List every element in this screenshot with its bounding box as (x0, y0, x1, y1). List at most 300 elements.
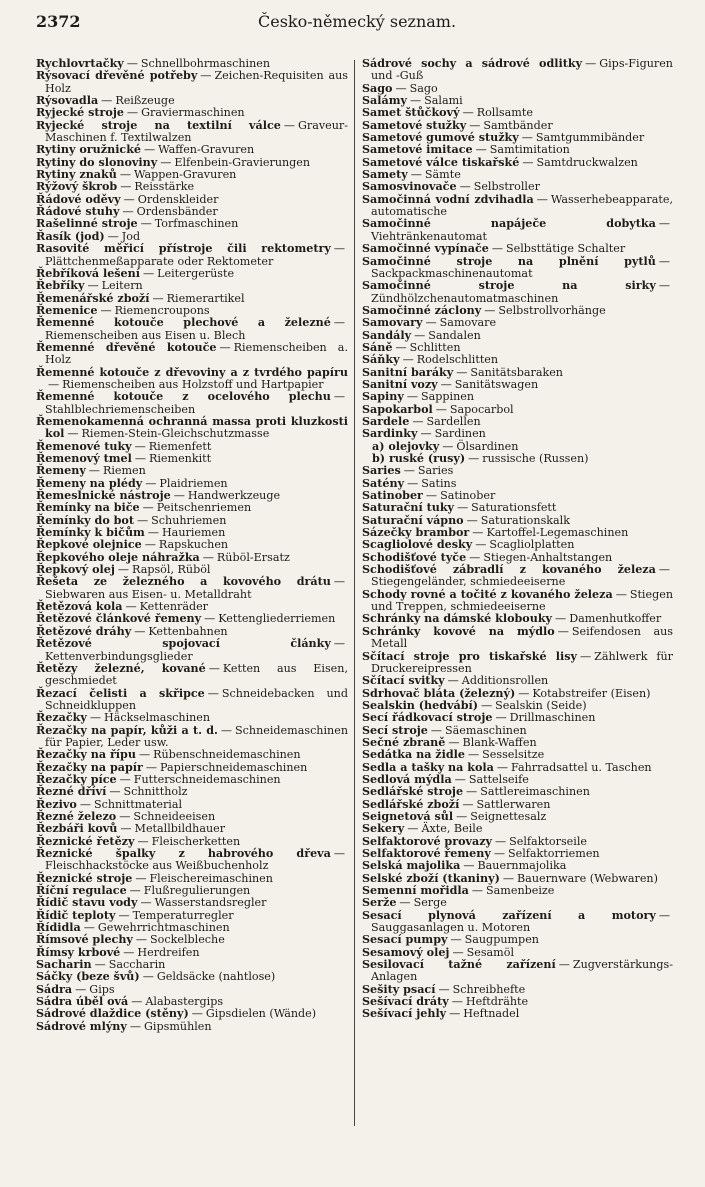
german-term: Ketten aus Eisen, geschmiedet (45, 661, 348, 688)
em-dash-separator: — (138, 748, 151, 762)
czech-term: Řemenné kotouče plechové a železné (36, 316, 331, 330)
czech-term: Řezačky na řípu (36, 748, 136, 762)
czech-term: Sdrhovač bláta (železný) (362, 686, 516, 700)
em-dash-separator: — (459, 180, 471, 194)
czech-term: Řádové oděvy (36, 192, 121, 206)
czech-term: Rýžový škrob (36, 180, 118, 194)
czech-term: Řezbáři kovů (36, 822, 118, 836)
german-term: Selfaktorriemen (507, 847, 600, 860)
german-term: Flußregulierungen (143, 884, 251, 898)
czech-term: Samovary (362, 316, 423, 330)
czech-term: Salámy (362, 94, 407, 108)
em-dash-separator: — (117, 563, 130, 577)
czech-term: Sametové válce tiskařské (362, 155, 520, 169)
em-dash-separator: — (134, 452, 146, 465)
dictionary-entry (36, 1021, 348, 1033)
em-dash-separator: — (475, 143, 487, 157)
german-term: Sanitätsbaraken (470, 365, 563, 379)
czech-term: Řemenové tuky (36, 439, 132, 453)
czech-term: Řebříková lešení (36, 266, 140, 280)
em-dash-separator: — (615, 587, 627, 601)
column-divider (354, 60, 355, 1126)
em-dash-separator: — (435, 402, 447, 416)
czech-term: Sázečky brambor (362, 526, 470, 540)
german-term: Samtimitation (489, 143, 570, 157)
czech-term: Řemenový tmel (36, 452, 132, 465)
german-term: russische (Russen) (482, 452, 589, 465)
german-term: Gewehrrichtmaschinen (97, 921, 230, 935)
german-term: Schlitten (409, 340, 461, 354)
dictionary-entry (36, 70, 348, 95)
czech-term: Řetězové dráhy (36, 624, 132, 638)
german-term: Alabastergips (145, 995, 224, 1009)
german-term: Selbstroller (473, 180, 540, 194)
running-title: Česko-německý seznam. (258, 12, 457, 31)
german-term: Heftdrähte (465, 995, 529, 1009)
dictionary-entry (36, 725, 348, 750)
czech-term: Sedátka na židle (362, 748, 465, 762)
em-dash-separator: — (173, 489, 185, 503)
czech-term: Řemínky do bot (36, 513, 135, 527)
czech-term: Saries (362, 464, 401, 478)
german-term: Kettengliederriemen (218, 612, 336, 626)
em-dash-separator: — (658, 279, 670, 293)
dictionary-entry (362, 58, 673, 83)
czech-term: Říční regulace (36, 884, 127, 898)
em-dash-separator: — (522, 155, 534, 169)
em-dash-separator: — (407, 476, 419, 490)
em-dash-separator: — (120, 822, 132, 836)
czech-term: Řebříky (36, 279, 85, 293)
czech-term: Řepkového oleje náhražka (36, 550, 200, 564)
german-term: Schuhriemen (151, 513, 227, 527)
em-dash-separator: — (134, 439, 146, 453)
czech-term: Semenní mořidla (362, 884, 469, 898)
czech-term: Schody rovné a točité z kovaného železa (362, 587, 613, 601)
german-term: Leitern (101, 279, 143, 293)
em-dash-separator: — (219, 340, 231, 354)
em-dash-separator: — (496, 760, 508, 774)
em-dash-separator: — (87, 279, 99, 293)
german-term: Saccharin (108, 958, 166, 972)
em-dash-separator: — (118, 908, 130, 922)
czech-term: Sešity psací (362, 982, 436, 996)
czech-term: Rytiny oružnické (36, 143, 142, 157)
czech-term: Sardele (362, 414, 410, 428)
czech-term: Řemeny na plédy (36, 476, 143, 490)
em-dash-separator: — (468, 452, 480, 465)
dictionary-entry (36, 786, 348, 798)
em-dash-separator: — (475, 538, 487, 552)
german-term: Sago (409, 81, 438, 95)
german-term: Riemenscheiben a. Holz (45, 340, 348, 367)
em-dash-separator: — (658, 908, 670, 922)
german-term: Drillmaschinen (509, 711, 596, 725)
german-term: Futterschneidemaschinen (133, 772, 281, 786)
czech-term: Rytiny znaků (36, 168, 117, 182)
czech-term: Řetězové spojovací články (36, 637, 331, 651)
em-dash-separator: — (142, 970, 154, 984)
page-header (36, 12, 685, 34)
em-dash-separator: — (137, 513, 149, 527)
czech-term: Ryjecké stroje (36, 106, 124, 120)
em-dash-separator: — (407, 822, 419, 836)
czech-term: b) ruské (rusy) (372, 452, 466, 465)
czech-term: Samočinné napáječe dobytka (362, 217, 656, 231)
czech-term: Sčítací stroje pro tiskařské lisy (362, 649, 578, 663)
dictionary-entry (36, 342, 348, 367)
czech-term: Sedla a tašky na kola (362, 760, 494, 774)
german-term: Gipsmühlen (144, 1019, 212, 1033)
dictionary-entry (36, 576, 348, 601)
czech-term: Satény (362, 476, 405, 490)
em-dash-separator: — (94, 958, 106, 972)
dictionary-entry (36, 416, 348, 441)
german-term: Bauernware (Webwaren) (516, 871, 658, 885)
german-term: Selbstrollvorhänge (498, 303, 606, 317)
em-dash-separator: — (220, 723, 233, 737)
dictionary-entry (362, 589, 673, 614)
czech-term: Secí stroje (362, 723, 428, 737)
german-term: Gips-Figuren und -Guß (371, 57, 673, 83)
czech-term: Rytiny do slonoviny (36, 155, 158, 169)
em-dash-separator: — (414, 328, 426, 342)
dictionary-entry (362, 626, 673, 651)
czech-term: Řeznické řetězy (36, 834, 135, 848)
em-dash-separator: — (449, 1007, 461, 1021)
german-term: Plaidriemen (159, 476, 228, 490)
czech-term: Řepkový olej (36, 563, 115, 577)
german-term: Schnittholz (123, 785, 188, 799)
em-dash-separator: — (580, 649, 592, 663)
german-term: Kettenräder (139, 600, 209, 614)
german-term: Sardinen (434, 427, 486, 441)
czech-term: Selská majolika (362, 859, 461, 873)
czech-term: Řemenné kotouče z dřevoviny a z tvrdého papíru (36, 365, 348, 379)
czech-term: Sesací pumpy (362, 933, 448, 947)
czech-term: Schránky na dámské klobouky (362, 612, 553, 626)
czech-term: Sádrové mlýny (36, 1019, 127, 1033)
em-dash-separator: — (457, 501, 469, 515)
czech-term: Řešeta ze železného a kovového drátu (36, 575, 331, 589)
em-dash-separator: — (518, 686, 530, 700)
czech-term: Řezačky na papír (36, 760, 143, 774)
czech-term: Rašelinné stroje (36, 217, 138, 231)
german-term: Damenhutkoffer (569, 612, 662, 626)
em-dash-separator: — (144, 538, 156, 552)
german-term: Schneidemaschinen für Papier, Leder usw. (45, 723, 348, 749)
czech-term: Samety (362, 168, 408, 182)
em-dash-separator: — (491, 242, 503, 256)
dictionary-entry (362, 564, 673, 589)
czech-term: Samočinné záclony (362, 303, 482, 317)
german-term: Fleischereimaschinen (149, 871, 273, 885)
czech-term: Řezačky (36, 711, 87, 725)
em-dash-separator: — (333, 390, 345, 404)
czech-term: Sandály (362, 328, 412, 342)
em-dash-separator: — (409, 94, 422, 108)
german-term: Samtbänder (483, 118, 553, 132)
czech-term: Rasovité měřicí přístroje čili rektometry (36, 242, 331, 256)
czech-term: Řídič teploty (36, 908, 116, 922)
german-term: Schnellbohrmaschinen (140, 57, 271, 70)
em-dash-separator: — (420, 427, 432, 441)
german-term: Ordensbänder (136, 205, 218, 219)
em-dash-separator: — (333, 637, 345, 651)
em-dash-separator: — (450, 933, 462, 947)
czech-term: Sáně (362, 340, 393, 354)
dictionary-entry (36, 243, 348, 268)
german-term: Heftnadel (463, 1007, 520, 1021)
czech-term: Schránky kovové na mýdlo (362, 624, 555, 638)
em-dash-separator: — (122, 205, 134, 219)
czech-term: Řetězová kola (36, 600, 123, 614)
czech-term: Sealskin (hedvábí) (362, 698, 479, 712)
em-dash-separator: — (75, 982, 87, 996)
german-term: Siebwaren aus Eisen- u. Metalldraht (45, 587, 252, 601)
german-term: Temperaturregler (132, 908, 234, 922)
czech-term: Řídič stavu vody (36, 896, 138, 910)
german-term: Saturationsfett (471, 501, 557, 515)
em-dash-separator: — (469, 118, 481, 132)
german-term: Riemenkitt (148, 452, 212, 465)
em-dash-separator: — (119, 168, 131, 182)
german-term: Sockelbleche (150, 933, 225, 947)
dictionary-entry (362, 910, 673, 935)
german-term: Kettenverbindungsglieder (45, 649, 193, 663)
em-dash-separator: — (119, 772, 131, 786)
czech-term: Samet štůčkový (362, 106, 460, 120)
czech-term: Sešívací dráty (362, 995, 449, 1009)
em-dash-separator: — (333, 242, 345, 256)
czech-term: Sčítací svitky (362, 674, 445, 688)
german-term: Hauriemen (161, 526, 226, 540)
german-term: Riemerartikel (166, 291, 245, 305)
em-dash-separator: — (131, 995, 143, 1009)
german-term: Sesamöl (466, 945, 515, 959)
em-dash-separator: — (208, 661, 220, 675)
czech-term: Rychlovrtačky (36, 57, 124, 70)
czech-term: Řemenné kotouče z ocelového plechu (36, 390, 331, 404)
czech-term: Sametové gumové stužky (362, 131, 519, 145)
page-number: 2372 (36, 12, 81, 31)
em-dash-separator: — (126, 106, 139, 120)
em-dash-separator: — (536, 192, 548, 206)
em-dash-separator: — (462, 797, 474, 811)
em-dash-separator: — (425, 489, 438, 503)
czech-term: Sádrové sochy a sádrové odlitky (362, 57, 583, 70)
em-dash-separator: — (144, 143, 156, 157)
czech-term: Sečné zbraně (362, 735, 446, 749)
dictionary-entry (36, 663, 348, 688)
german-term: Sackpackmaschinenautomat (371, 266, 533, 280)
czech-term: Řezné dříví (36, 785, 107, 799)
dictionary-entry (362, 280, 673, 305)
german-term: Schnittmaterial (93, 797, 183, 811)
german-term: Riemenscheiben aus Eisen u. Blech (45, 328, 246, 342)
german-term: Sardellen (426, 414, 481, 428)
dictionary-entry (36, 971, 348, 983)
em-dash-separator: — (83, 921, 95, 935)
em-dash-separator: — (466, 785, 478, 799)
em-dash-separator: — (135, 871, 147, 885)
em-dash-separator: — (521, 131, 533, 145)
czech-term: Sešívací jehly (362, 1007, 447, 1021)
em-dash-separator: — (447, 674, 459, 688)
czech-term: Sádra úběl ová (36, 995, 129, 1009)
em-dash-separator: — (558, 958, 570, 972)
em-dash-separator: — (88, 464, 100, 478)
em-dash-separator: — (402, 353, 414, 367)
czech-term: Řemeslnické nástroje (36, 489, 171, 503)
czech-term: Řezací čelisti a skřipce (36, 686, 205, 700)
czech-term: Sardinky (362, 427, 418, 441)
german-term: Sanitätswagen (454, 377, 539, 391)
czech-term: a) olejovky (372, 439, 440, 453)
em-dash-separator: — (469, 550, 481, 564)
german-term: Sealskin (Seide) (495, 698, 587, 712)
german-term: Sappinen (421, 390, 475, 404)
czech-term: Sekery (362, 822, 405, 836)
dictionary-entry (36, 638, 348, 663)
em-dash-separator: — (454, 772, 466, 786)
german-term: Waffen-Gravuren (158, 143, 255, 157)
em-dash-separator: — (140, 896, 152, 910)
german-term: Bauernmajolika (477, 859, 567, 873)
em-dash-separator: — (160, 155, 172, 169)
dictionary-entry (362, 651, 673, 676)
em-dash-separator: — (555, 612, 567, 626)
em-dash-separator: — (395, 81, 407, 95)
czech-term: Sedlářské zboží (362, 797, 460, 811)
german-term: Peitschenriemen (156, 501, 252, 515)
em-dash-separator: — (100, 303, 112, 317)
german-term: Samtdruckwalzen (536, 155, 638, 169)
german-term: Plättchenmeßapparate oder Rektometer (45, 254, 274, 268)
german-term: Sauggasanlagen u. Motoren (371, 921, 531, 935)
em-dash-separator: — (493, 847, 505, 860)
dictionary-entry (362, 1008, 673, 1020)
czech-term: Řezivo (36, 797, 77, 811)
czech-term: Selfaktorové provazy (362, 834, 492, 848)
german-term: Papierschneidemaschinen (159, 760, 308, 774)
czech-term: Sago (362, 81, 393, 95)
german-term: Scagliolplatten (489, 538, 575, 552)
em-dash-separator: — (467, 748, 480, 762)
german-term: Zählwerk für Druckereipressen (371, 649, 673, 675)
german-term: Salami (424, 94, 463, 108)
czech-term: Sádrové dlaždice (stěny) (36, 1007, 189, 1021)
em-dash-separator: — (67, 427, 79, 441)
em-dash-separator: — (425, 316, 437, 330)
dictionary-entry (36, 120, 348, 145)
czech-term: Selfaktorové řemeny (362, 847, 491, 860)
left-column (36, 58, 348, 1033)
em-dash-separator: — (399, 896, 411, 910)
em-dash-separator: — (456, 809, 468, 823)
german-term: Reißzeuge (115, 94, 175, 108)
german-term: Elfenbein-Gravierungen (174, 155, 311, 169)
german-term: Riemen (102, 464, 146, 478)
em-dash-separator: — (451, 995, 463, 1009)
em-dash-separator: — (472, 526, 484, 540)
czech-term: Satinober (362, 489, 423, 503)
em-dash-separator: — (557, 624, 569, 638)
czech-term: Sesací plynová zařízení a motory (362, 908, 656, 922)
german-term: Samenbeize (486, 884, 555, 898)
czech-term: Samočinné stroje na plnění pytlů (362, 254, 656, 268)
german-term: Gips (89, 982, 115, 996)
em-dash-separator: — (466, 513, 478, 527)
german-term: Reisstärke (134, 180, 195, 194)
dictionary-entry (362, 959, 673, 984)
german-term: Satins (421, 476, 457, 490)
german-term: Herdreifen (137, 945, 200, 959)
german-term: Rapskuchen (158, 538, 229, 552)
german-term: Saturationskalk (480, 513, 570, 527)
czech-term: Řeznické stroje (36, 871, 133, 885)
czech-term: Rýsovadla (36, 94, 99, 108)
czech-term: Řetězové článkové řemeny (36, 612, 202, 626)
dictionary-entry (36, 688, 348, 713)
german-term: Satinober (440, 489, 496, 503)
german-term: Kartoffel-Legemaschinen (486, 526, 629, 540)
em-dash-separator: — (142, 266, 155, 280)
em-dash-separator: — (658, 563, 670, 577)
german-term: Seifendosen aus Metall (371, 624, 673, 651)
em-dash-separator: — (481, 698, 493, 712)
german-term: Metallbildhauer (134, 822, 226, 836)
em-dash-separator: — (152, 291, 164, 305)
em-dash-separator: — (101, 94, 113, 108)
czech-term: Řemenice (36, 303, 98, 317)
german-term: Stiegengeländer, schmiedeeiserne (371, 575, 566, 589)
em-dash-separator: — (89, 711, 102, 725)
em-dash-separator: — (123, 192, 135, 206)
dictionary-entry (362, 256, 673, 281)
czech-term: Samosvinovače (362, 180, 457, 194)
czech-term: Řeznické špalky z habrového dřeva (36, 847, 331, 860)
em-dash-separator: — (137, 834, 149, 848)
german-term: Riemen-Stein-Gleichschutzmasse (81, 427, 270, 441)
czech-term: Sádra (36, 982, 73, 996)
german-term: Fleischerketten (151, 834, 241, 848)
em-dash-separator: — (658, 217, 670, 231)
german-term: Sattlerwaren (476, 797, 551, 811)
czech-term: Řemínky k bičům (36, 526, 145, 540)
german-term: Stiegen und Treppen, schmiedeeiserne (371, 587, 673, 614)
em-dash-separator: — (502, 871, 514, 885)
czech-term: Saturační tuky (362, 501, 455, 515)
czech-term: Seignetová sůl (362, 809, 454, 823)
czech-term: Rýsovací dřevěné potřeby (36, 69, 198, 83)
czech-term: Ryjecké stroje na textilní válce (36, 118, 281, 132)
em-dash-separator: — (403, 464, 415, 478)
czech-term: Secí řádkovací stroje (362, 711, 493, 725)
em-dash-separator: — (462, 106, 474, 120)
german-term: Säemaschinen (445, 723, 527, 737)
em-dash-separator: — (202, 550, 214, 564)
em-dash-separator: — (333, 575, 345, 589)
em-dash-separator: — (333, 847, 345, 860)
em-dash-separator: — (191, 1007, 203, 1021)
german-term: Sattlereimaschinen (480, 785, 590, 799)
german-term: Schneideeisen (133, 809, 216, 823)
german-term: Selfaktorseile (509, 834, 587, 848)
czech-term: Sametové imitace (362, 143, 473, 157)
em-dash-separator: — (333, 316, 345, 330)
em-dash-separator: — (107, 229, 119, 243)
